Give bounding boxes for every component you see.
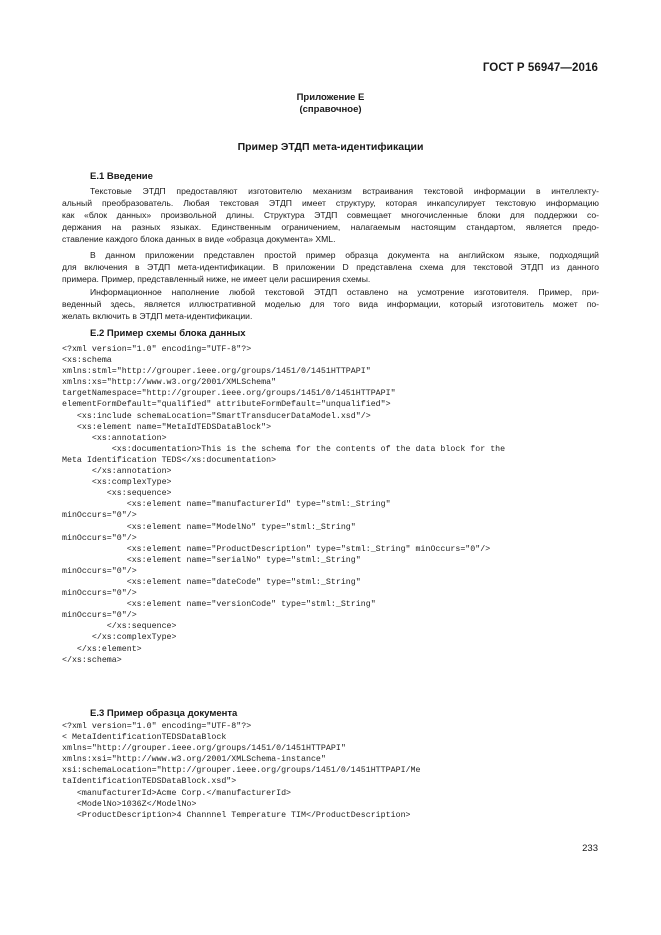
code-line: minOccurs="0"/>: [62, 611, 137, 621]
text-line: веденный здесь, является иллюстративной моделью для того вида информации, который изготовитель может по-: [62, 299, 599, 309]
section-heading-instance: Е.3 Пример образца документа: [90, 708, 238, 719]
text-line: В данном приложении представлен простой пример образца документа на английском языке, подходящий: [90, 250, 599, 260]
page-number: 233: [582, 843, 598, 854]
code-line: minOccurs="0"/>: [62, 511, 137, 521]
code-line: <xs:schema: [62, 356, 112, 366]
code-line: taIdentificationTEDSDataBlock.xsd">: [62, 777, 237, 787]
code-line: minOccurs="0"/>: [62, 566, 137, 576]
code-line: </xs:complexType>: [62, 633, 177, 643]
code-line: <xs:sequence>: [62, 489, 172, 499]
annex-title: Приложение Е: [296, 92, 365, 103]
intro-paragraph-2: [62, 249, 599, 285]
text-line: Текстовые ЭТДП предоставляют изготовителю механизм встраивания текстовой информации в интеллекту-: [90, 186, 599, 196]
code-line: targetNamespace="http://grouper.ieee.org/groups/1451/0/1451HTTPAPI": [62, 389, 396, 399]
code-line: </xs:element>: [62, 644, 142, 654]
annex-subtitle: (справочное): [299, 104, 362, 115]
code-line: minOccurs="0"/>: [62, 589, 137, 599]
code-line: <xs:documentation>This is the schema for the contents of the data block for the: [62, 444, 506, 454]
code-line: <xs:element name="MetaIdTEDSDataBlock">: [62, 422, 272, 432]
text-line: как «блок данных» произвольной длины. Структура ЭТДП совмещает многочисленные блоки для поддержки со-: [62, 210, 599, 220]
text-line: примера. Пример, представленный ниже, не имеет цели расширения схемы.: [62, 274, 371, 284]
code-line: <ModelNo>1036Z</ModelNo>: [62, 799, 197, 809]
code-line: minOccurs="0"/>: [62, 533, 137, 543]
intro-paragraph-1: [62, 185, 599, 245]
section-heading-schema: Е.2 Пример схемы блока данных: [90, 328, 246, 339]
section-heading-intro: Е.1 Введение: [90, 171, 153, 182]
code-line: <xs:element name="serialNo" type="stml:_String": [62, 555, 361, 565]
code-line: <xs:include schemaLocation="SmartTransducerDataModel.xsd"/>: [62, 411, 371, 421]
standard-number-header: ГОСТ Р 56947—2016: [482, 62, 598, 74]
code-line: xmlns:xsi="http://www.w3.org/2001/XMLSchema-instance": [62, 755, 326, 765]
text-line: держания на разных языках. Единственным ограничением, налагаемым настоящим стандартом, является предо-: [62, 222, 599, 232]
text-line: желать включить в ЭТДП мета-идентификации.: [62, 311, 253, 321]
code-line: <xs:complexType>: [62, 478, 172, 488]
code-line: <xs:element name="ModelNo" type="stml:_String": [62, 522, 356, 532]
code-line: <ProductDescription>4 Channnel Temperature TIM</ProductDescription>: [62, 810, 411, 820]
instance-code-block: [62, 721, 602, 821]
code-line: xmlns="http://grouper.ieee.org/groups/1451/0/1451HTTPAPI": [62, 744, 346, 754]
code-line: </xs:schema>: [62, 655, 122, 665]
text-line: для включения в ЭТДП мета-идентификации. В приложении D представлена схема для текстовой ЭТДП из данного: [62, 262, 599, 272]
code-line: <xs:element name="manufacturerId" type="stml:_String": [62, 500, 391, 510]
code-line: elementFormDefault="qualified" attributeFormDefault="unqualified">: [62, 400, 391, 410]
code-line: xmlns:stml="http://grouper.ieee.org/groups/1451/0/1451HTTPAPI": [62, 367, 371, 377]
code-line: </xs:annotation>: [62, 467, 172, 477]
code-line: <?xml version="1.0" encoding="UTF-8"?>: [62, 345, 252, 354]
code-line: <xs:element name="ProductDescription" type="stml:_String" minOccurs="0"/>: [62, 544, 491, 554]
code-line: <xs:annotation>: [62, 433, 167, 443]
code-line: <?xml version="1.0" encoding="UTF-8"?>: [62, 722, 252, 731]
text-line: Информационное наполнение любой текстовой ЭТДП оставлено на усмотрение изготовителя. Пример, при-: [90, 287, 599, 297]
schema-code-block: [62, 344, 602, 666]
code-line: <xs:element name="dateCode" type="stml:_String": [62, 577, 361, 587]
intro-paragraph-3: [62, 286, 599, 322]
document-title: Пример ЭТДП мета-идентификации: [237, 141, 424, 153]
code-line: <xs:element name="versionCode" type="stml:_String": [62, 600, 376, 610]
text-line: ставление каждого блока данных в виде «образца документа» XML.: [62, 234, 336, 244]
code-line: xsi:schemaLocation="http://grouper.ieee.org/groups/1451/0/1451HTTPAPI/Me: [62, 766, 421, 776]
text-line: альный преобразователь. Любая текстовая ЭТДП имеет структуру, которая инкапсулирует текстовую информацию: [62, 198, 599, 208]
code-line: Meta Identification TEDS</xs:documentation>: [62, 455, 277, 465]
code-line: < MetaIdentificationTEDSDataBlock: [62, 733, 227, 743]
code-line: </xs:sequence>: [62, 622, 177, 632]
code-line: xmlns:xs="http://www.w3.org/2001/XMLSchema": [62, 378, 277, 388]
code-line: <manufacturerId>Acme Corp.</manufacturerId>: [62, 788, 292, 798]
